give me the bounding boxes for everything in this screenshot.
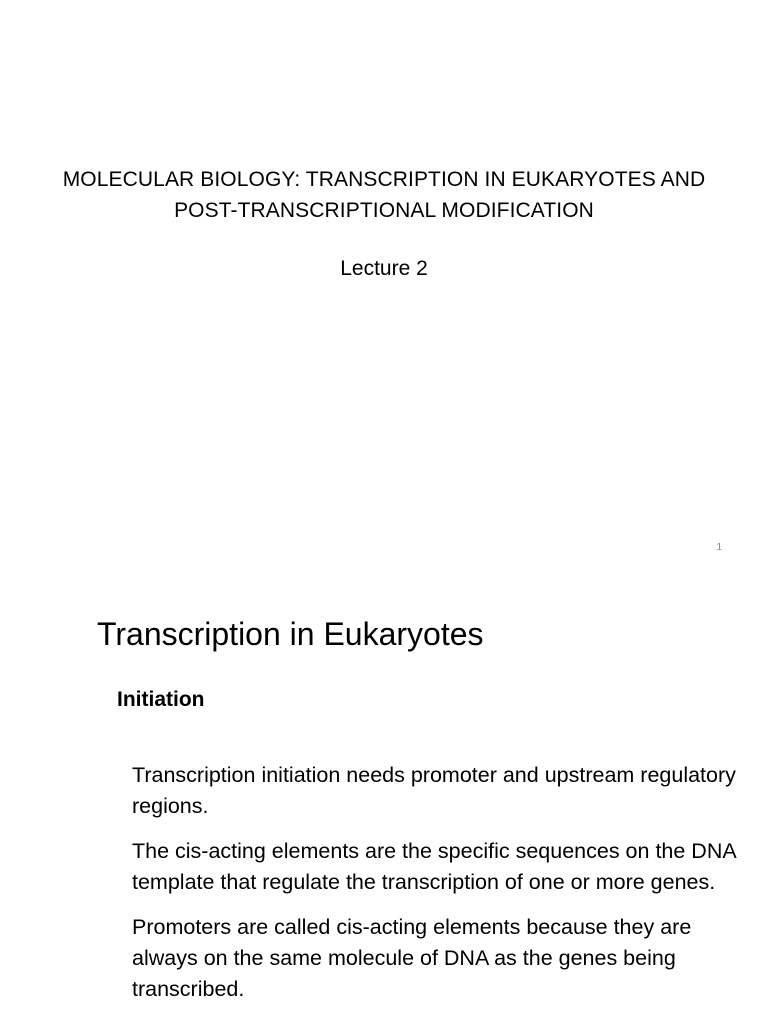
title-line-1: MOLECULAR BIOLOGY: TRANSCRIPTION IN EUKARYOTES AND — [62, 168, 706, 191]
paragraph: Transcription initiation needs promoter and upstream regulatory regions. — [132, 763, 736, 818]
slide-2 — [0, 576, 768, 1024]
paragraph: The cis-acting elements are the specific sequences on the DNA template that regulate the transcription of one or more genes. — [132, 839, 736, 894]
lecture-label: Lecture 2 — [340, 257, 428, 280]
slide-2-heading: Transcription in Eukaryotes — [97, 616, 484, 652]
title-line-2: POST-TRANSCRIPTIONAL MODIFICATION — [174, 199, 594, 222]
paragraph: Promoters are called cis-acting elements because they are always on the same molecule of DNA as the genes being transcribed. — [132, 915, 692, 1001]
page-number: 1 — [716, 542, 722, 553]
section-label-initiation: Initiation — [117, 688, 205, 711]
slide-1-title — [40, 164, 728, 226]
paragraph-list — [132, 760, 752, 1019]
title-block — [40, 164, 728, 282]
